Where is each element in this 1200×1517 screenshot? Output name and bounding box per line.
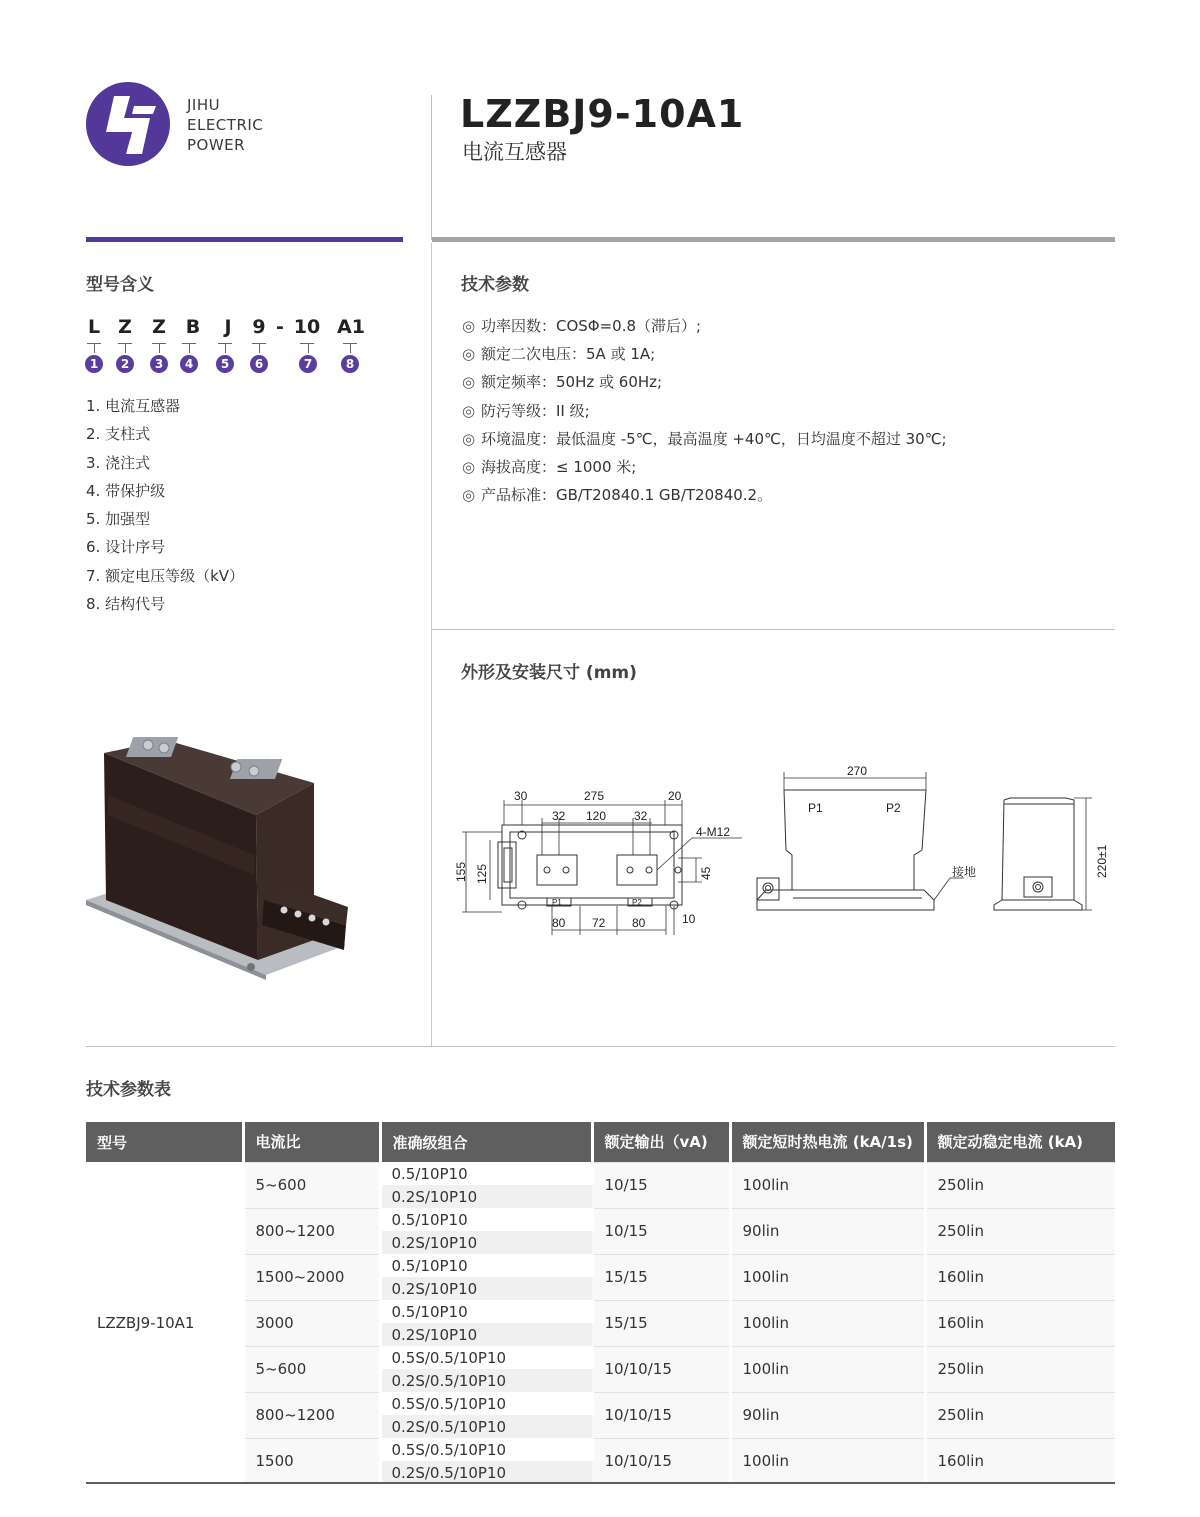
thermal-cell: 100lin — [730, 1300, 925, 1346]
dimensions-heading: 外形及安装尺寸 (mm) — [461, 663, 637, 683]
product-photo — [86, 735, 386, 990]
brand-name — [187, 95, 263, 155]
list-item — [462, 315, 947, 343]
dim-label: 220±1 — [1095, 844, 1109, 878]
section-divider-bottom — [86, 1046, 1115, 1047]
column-header: 准确级组合 — [380, 1122, 592, 1162]
ratio-cell: 800~1200 — [243, 1208, 380, 1254]
code-letter: 10 — [293, 316, 321, 338]
bullet-icon: ◎ — [462, 373, 476, 392]
brand-line-1: JIHU — [187, 96, 221, 114]
dim-label: P2 — [886, 801, 901, 815]
accuracy-cell: 0.2S/10P10 — [380, 1231, 592, 1254]
product-subtitle: 电流互感器 — [462, 140, 567, 164]
table-header-row — [86, 1122, 1115, 1162]
accuracy-cell: 0.5/10P10 — [380, 1208, 592, 1231]
accuracy-cell: 0.2S/10P10 — [380, 1323, 592, 1346]
dim-label: 10 — [682, 912, 696, 926]
output-cell: 10/15 — [592, 1208, 730, 1254]
list-item: 3. 浇注式 — [86, 453, 151, 472]
code-number-badge: 2 — [116, 355, 134, 373]
thermal-cell: 90lin — [730, 1208, 925, 1254]
dim-label: 32 — [552, 809, 566, 823]
accuracy-cell: 0.5S/0.5/10P10 — [380, 1438, 592, 1461]
dynamic-cell: 250lin — [925, 1346, 1115, 1392]
code-stem — [125, 343, 126, 353]
output-cell: 15/15 — [592, 1300, 730, 1346]
brand-logo-icon — [86, 82, 170, 166]
code-letter: - — [276, 316, 284, 338]
code-stem — [308, 343, 309, 353]
output-cell: 10/10/15 — [592, 1392, 730, 1438]
spec-table-heading: 技术参数表 — [86, 1080, 171, 1100]
dynamic-cell: 160lin — [925, 1254, 1115, 1300]
accuracy-cell: 0.2S/10P10 — [380, 1185, 592, 1208]
code-tick — [300, 343, 314, 344]
column-divider — [431, 243, 432, 1047]
code-number-badge: 1 — [85, 355, 103, 373]
param-text: 环境温度：最低温度 -5℃，最高温度 +40℃，日均温度不超过 30℃; — [481, 429, 947, 448]
code-letter: L — [87, 316, 101, 338]
list-item — [462, 484, 947, 512]
dim-label: 接地 — [952, 865, 977, 879]
output-cell: 10/10/15 — [592, 1438, 730, 1484]
dim-label: P2 — [632, 898, 642, 907]
table-bottom-rule — [86, 1482, 1115, 1484]
code-stem — [225, 343, 226, 353]
dim-label: 155 — [454, 861, 468, 882]
code-letter: Z — [118, 316, 132, 338]
code-letter: Z — [152, 316, 166, 338]
list-item: 6. 设计序号 — [86, 538, 166, 557]
dynamic-cell: 250lin — [925, 1208, 1115, 1254]
param-text: 额定频率：50Hz 或 60Hz; — [481, 373, 663, 392]
list-item: 5. 加强型 — [86, 510, 151, 529]
brand-line-2: ELECTRIC — [187, 116, 264, 134]
code-stem — [350, 343, 351, 353]
output-cell: 10/10/15 — [592, 1346, 730, 1392]
accuracy-cell: 0.2S/0.5/10P10 — [380, 1415, 592, 1438]
list-item — [462, 343, 947, 371]
list-item: 1. 电流互感器 — [86, 397, 181, 415]
list-item: 8. 结构代号 — [86, 595, 166, 614]
bullet-icon: ◎ — [462, 345, 476, 364]
dim-label: 32 — [634, 809, 648, 823]
ratio-cell: 1500 — [243, 1438, 380, 1484]
code-stem — [189, 343, 190, 353]
accent-bar-purple — [86, 237, 403, 242]
dim-label: 80 — [632, 916, 646, 930]
list-item — [462, 400, 947, 428]
dim-label: 4-M12 — [696, 825, 731, 839]
header-divider — [431, 95, 432, 240]
bullet-icon: ◎ — [462, 486, 476, 505]
model-cell: LZZBJ9-10A1 — [86, 1162, 243, 1484]
brand-line-3: POWER — [187, 136, 246, 154]
dynamic-cell: 250lin — [925, 1392, 1115, 1438]
column-header: 型号 — [86, 1122, 243, 1162]
dim-label: 80 — [552, 916, 566, 930]
code-number-badge: 5 — [216, 355, 234, 373]
code-number-badge: 6 — [250, 355, 268, 373]
output-cell: 15/15 — [592, 1254, 730, 1300]
param-text: 海拔高度：≤ 1000 米; — [481, 457, 637, 476]
column-header: 额定短时热电流 (kA/1s) — [730, 1122, 925, 1162]
dim-label: 275 — [584, 789, 605, 803]
dim-label: 120 — [586, 809, 607, 823]
dimension-drawing — [452, 760, 1114, 940]
bullet-icon: ◎ — [462, 317, 476, 335]
dynamic-cell: 160lin — [925, 1300, 1115, 1346]
list-item — [462, 428, 947, 456]
thermal-cell: 100lin — [730, 1438, 925, 1484]
code-number-badge: 8 — [341, 355, 359, 373]
accuracy-cell: 0.5/10P10 — [380, 1300, 592, 1323]
code-number-badge: 3 — [150, 355, 168, 373]
spec-table — [86, 1122, 1115, 1484]
accent-bar-gray — [432, 237, 1115, 242]
accuracy-cell: 0.2S/0.5/10P10 — [380, 1461, 592, 1484]
dim-label: 125 — [475, 863, 489, 884]
dim-label: 45 — [699, 866, 713, 880]
list-item: 4. 带保护级 — [86, 481, 166, 500]
param-text: 功率因数：COSΦ=0.8（滞后）; — [481, 317, 702, 335]
code-stem — [259, 343, 260, 353]
param-text: 额定二次电压：5A 或 1A; — [481, 345, 656, 364]
table-row — [86, 1162, 1115, 1185]
dim-label: P1 — [552, 898, 562, 907]
accuracy-cell: 0.5/10P10 — [380, 1254, 592, 1277]
dim-label: 270 — [847, 764, 868, 778]
tech-params-heading: 技术参数 — [461, 275, 529, 295]
dynamic-cell: 160lin — [925, 1438, 1115, 1484]
ratio-cell: 3000 — [243, 1300, 380, 1346]
column-header: 电流比 — [243, 1122, 380, 1162]
param-text: 产品标准：GB/T20840.1 GB/T20840.2。 — [481, 486, 773, 505]
ratio-cell: 1500~2000 — [243, 1254, 380, 1300]
section-divider — [432, 629, 1115, 630]
accuracy-cell: 0.2S/10P10 — [380, 1277, 592, 1300]
bullet-icon: ◎ — [462, 401, 476, 420]
model-meaning-list — [86, 395, 244, 621]
column-header: 额定动稳定电流 (kA) — [925, 1122, 1115, 1162]
param-text: 防污等级：II 级; — [481, 401, 590, 420]
bullet-icon: ◎ — [462, 429, 476, 448]
code-number-badge: 4 — [180, 355, 198, 373]
code-letter: 9 — [252, 316, 266, 338]
model-meaning-heading: 型号含义 — [86, 275, 154, 295]
code-letter: B — [185, 316, 201, 338]
thermal-cell: 100lin — [730, 1162, 925, 1208]
output-cell: 10/15 — [592, 1162, 730, 1208]
list-item: 2. 支柱式 — [86, 425, 151, 444]
dynamic-cell: 250lin — [925, 1162, 1115, 1208]
bullet-icon: ◎ — [462, 457, 476, 476]
ratio-cell: 5~600 — [243, 1162, 380, 1208]
list-item — [462, 456, 947, 484]
ratio-cell: 800~1200 — [243, 1392, 380, 1438]
code-letter: A1 — [337, 316, 365, 338]
code-stem — [94, 343, 95, 353]
thermal-cell: 90lin — [730, 1392, 925, 1438]
thermal-cell: 100lin — [730, 1254, 925, 1300]
accuracy-cell: 0.5/10P10 — [380, 1162, 592, 1185]
dim-label: 72 — [592, 916, 606, 930]
column-header: 额定输出（vA) — [592, 1122, 730, 1162]
ratio-cell: 5~600 — [243, 1346, 380, 1392]
dim-label: 30 — [514, 789, 528, 803]
thermal-cell: 100lin — [730, 1346, 925, 1392]
list-item — [462, 371, 947, 399]
code-letter: J — [224, 316, 232, 338]
accuracy-cell: 0.5S/0.5/10P10 — [380, 1346, 592, 1369]
accuracy-cell: 0.5S/0.5/10P10 — [380, 1392, 592, 1415]
product-title: LZZBJ9-10A1 — [460, 92, 745, 136]
accuracy-cell: 0.2S/0.5/10P10 — [380, 1369, 592, 1392]
tech-params-list — [462, 315, 947, 512]
list-item: 7. 额定电压等级（kV） — [86, 566, 245, 585]
dim-label: 20 — [668, 789, 682, 803]
dim-label: P1 — [808, 801, 823, 815]
code-stem — [159, 343, 160, 353]
code-number-badge: 7 — [299, 355, 317, 373]
